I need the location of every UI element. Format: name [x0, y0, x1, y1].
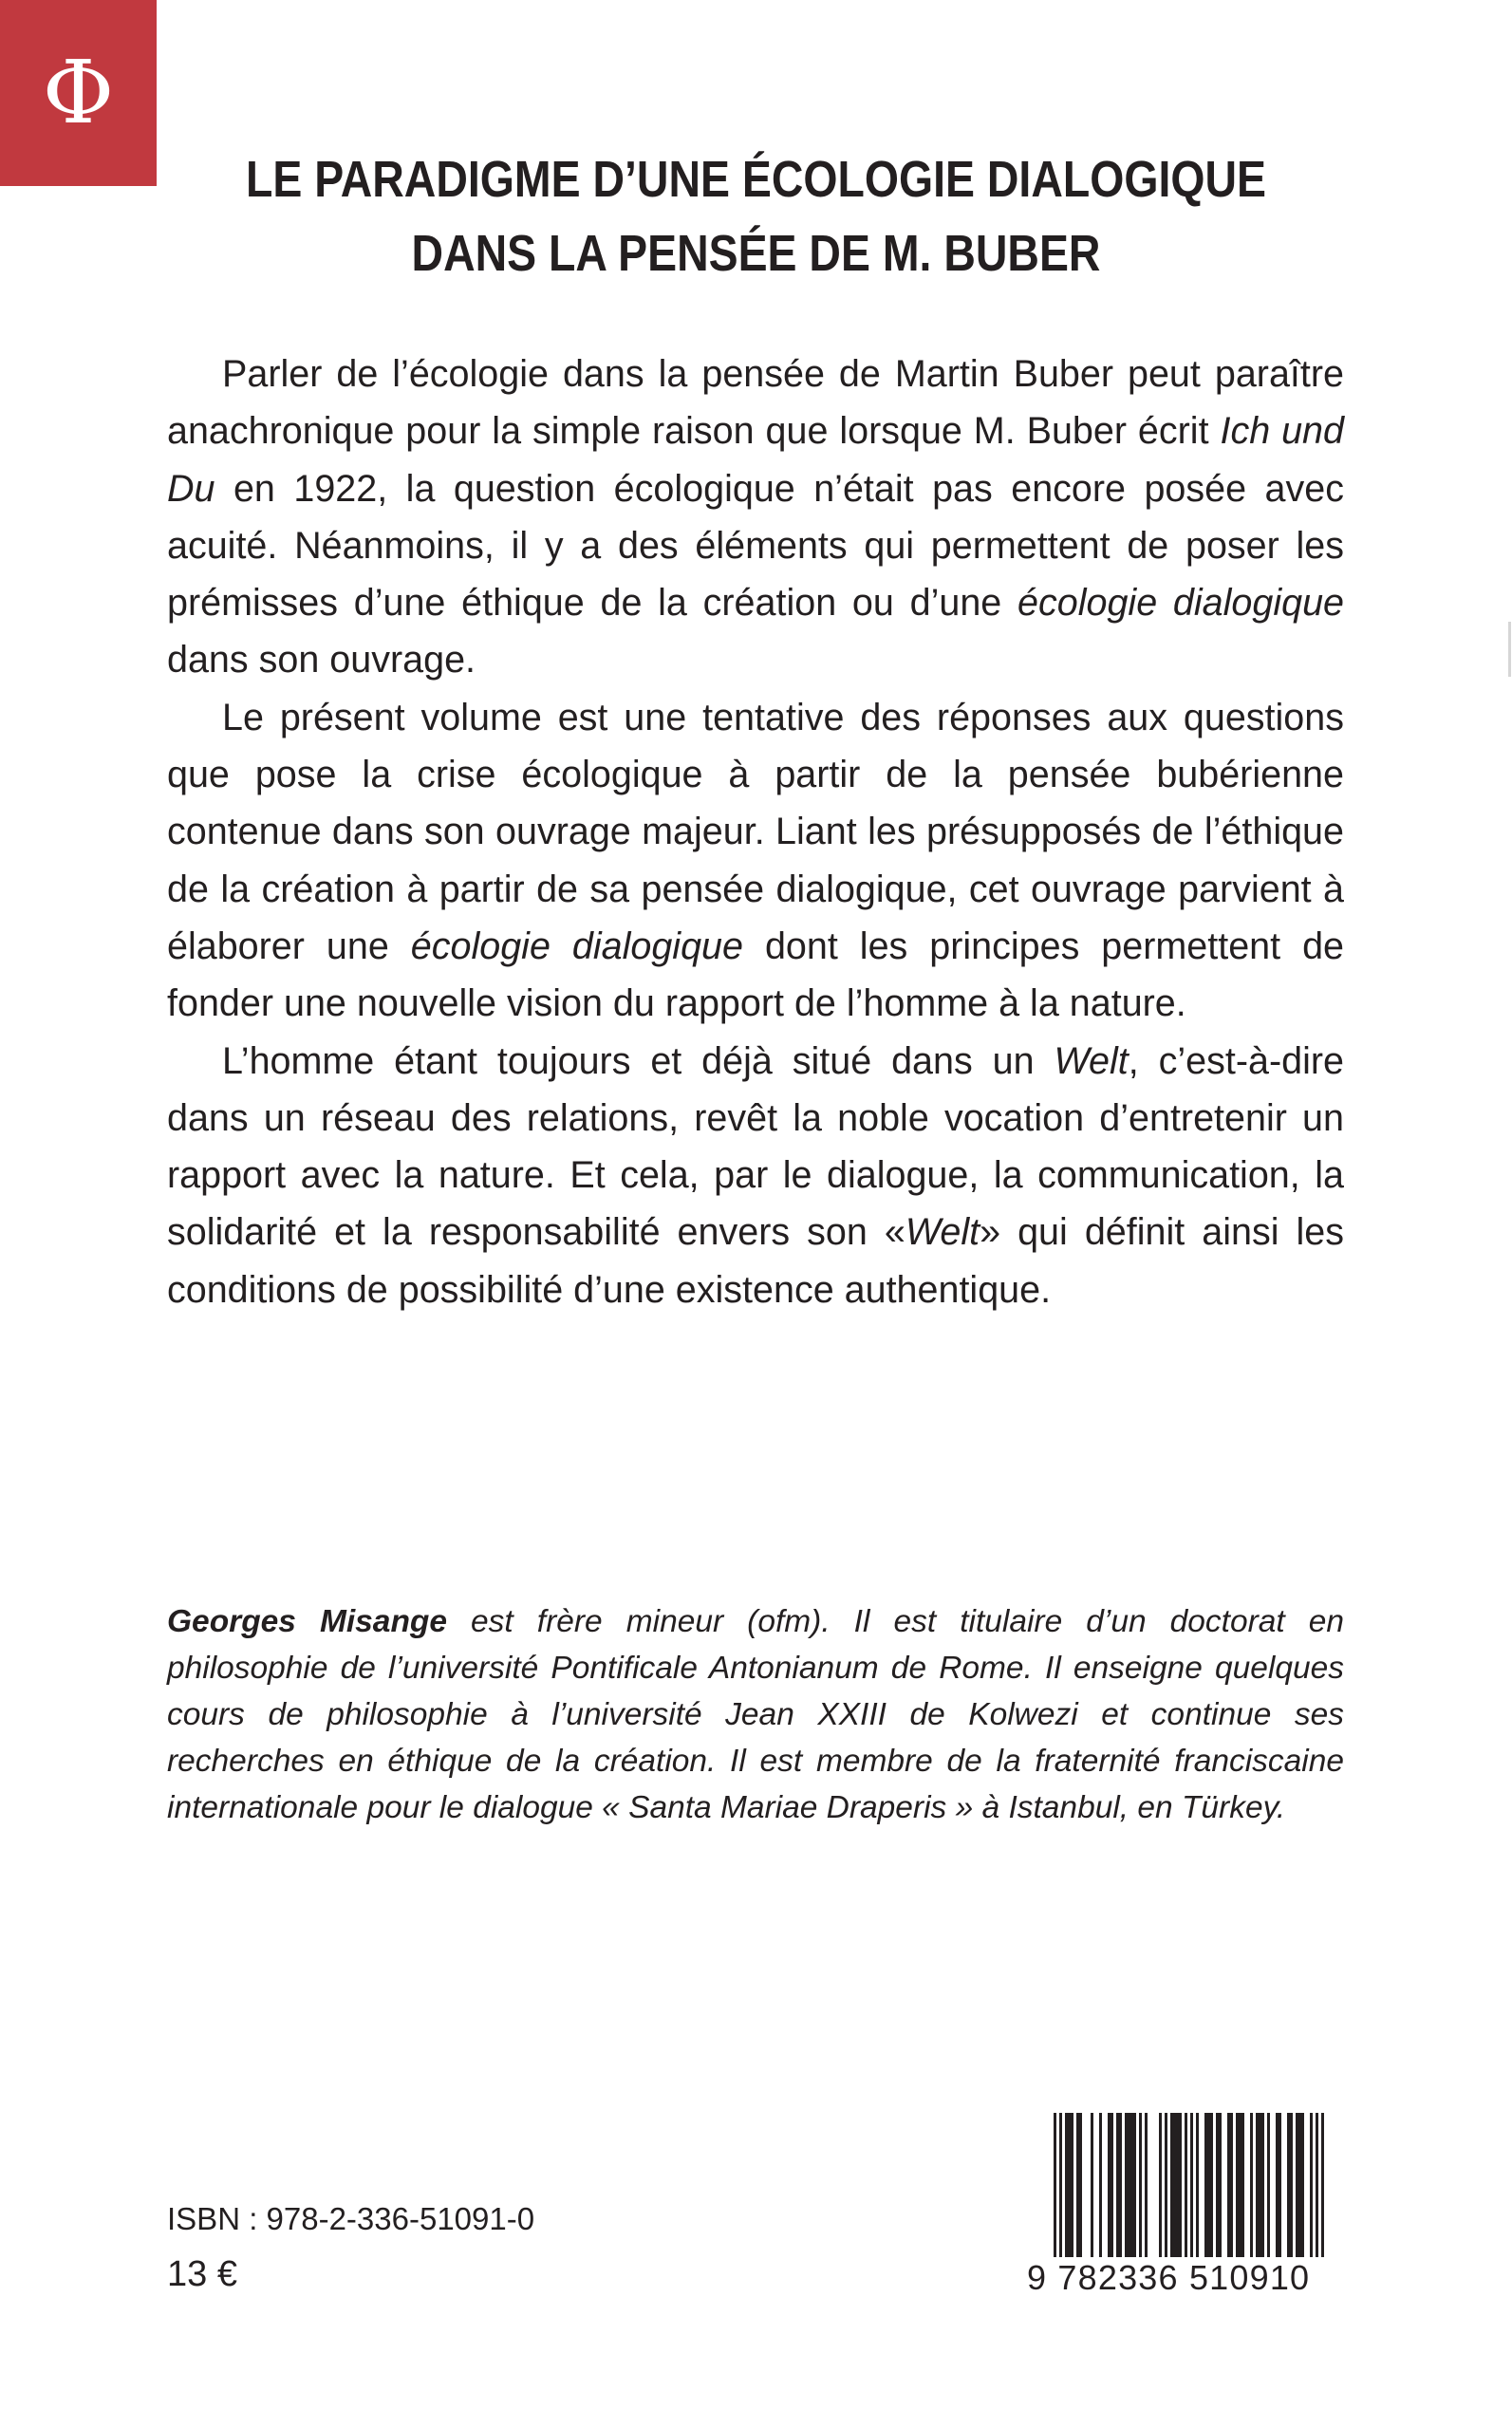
barcode-bar	[1261, 2113, 1264, 2257]
italic-run: Ich und Du	[167, 410, 1344, 510]
phi-icon: Φ	[42, 42, 115, 143]
barcode-bar	[1116, 2113, 1119, 2257]
barcode-bar	[1159, 2113, 1162, 2257]
barcode-bar	[1190, 2113, 1193, 2279]
text-run: Le présent volume est une tentative des réponses aux questions que pose la crise écologique à partir de la pensée bubérienne contenue dans son ouvrage majeur. Liant les présupposés de l’éthique de la création à partir de sa pensée dialogique, cet ouvrage parvient à élaborer une	[167, 696, 1344, 967]
barcode-bar	[1091, 2113, 1093, 2257]
barcode-bar	[1196, 2113, 1199, 2257]
barcode-bar	[1133, 2113, 1136, 2257]
text-run: L’homme étant toujours et déjà situé dans un	[222, 1039, 1055, 1082]
barcode-bar	[1250, 2113, 1253, 2257]
italic-run: Welt	[905, 1211, 980, 1254]
barcode-bar	[1125, 2113, 1128, 2257]
summary-text	[167, 345, 1344, 1318]
barcode-bar	[1071, 2113, 1073, 2257]
barcode-bar	[1108, 2113, 1111, 2257]
barcode-bar	[1296, 2113, 1298, 2257]
title-line-1: LE PARADIGME D’UNE ÉCOLOGIE DIALOGIQUE	[245, 151, 1267, 208]
text-run: » qui définit ainsi les conditions de possibilité d’une existence authentique.	[167, 1211, 1344, 1311]
book-title	[240, 142, 1271, 290]
barcode-bar	[1267, 2113, 1270, 2257]
author-name: Georges Misange	[167, 1604, 447, 1639]
barcode-bar	[1165, 2113, 1167, 2257]
barcode-bar	[1216, 2113, 1219, 2257]
publisher-logo	[0, 0, 157, 186]
barcode-bar	[1219, 2113, 1222, 2257]
isbn: ISBN : 978-2-336-51091-0	[167, 2201, 535, 2236]
barcode-bar	[1239, 2113, 1241, 2257]
barcode	[1027, 2113, 1350, 2303]
barcode-digits: 9 782336 510910	[1027, 2257, 1350, 2299]
barcode-bar	[1207, 2113, 1210, 2257]
barcode-bar	[1054, 2113, 1056, 2279]
barcode-bar	[1210, 2113, 1213, 2257]
text-run: dont les principes permettent de fonder une nouvelle vision du rapport de l’homme à la nature.	[167, 924, 1345, 1025]
barcode-bar	[1065, 2113, 1068, 2257]
barcode-bar	[1145, 2113, 1148, 2257]
author-bio-text: est frère mineur (ofm). Il est titulaire d’un doctorat en philosophie de l’université Pontificale Antonianum de Rome. Il enseigne quelques cours de philosophie à l’université Jean XXIII de Kolwezi et continue ses recherches en éthique de la création. Il est membre de la fraternité franciscaine internationale pour le dialogue « Santa Mariae Draperis » à Istanbul, en Türkey.	[167, 1604, 1344, 1825]
barcode-bar	[1139, 2113, 1142, 2257]
author-bio	[167, 1598, 1344, 1831]
text-run: , c’est-à-dire dans un réseau des relations, revêt la noble vocation d’entretenir un rapport avec la nature. Et cela, par le dialogue, la communication, la solidarité et la responsabilité envers son «	[167, 1039, 1344, 1254]
barcode-bar	[1230, 2113, 1233, 2257]
title-line-2: DANS LA PENSÉE DE M. BUBER	[411, 225, 1101, 282]
text-run: dans son ouvrage.	[167, 639, 476, 682]
barcode-bar	[1173, 2113, 1176, 2257]
barcode-bar	[1236, 2113, 1239, 2257]
summary-paragraph-3	[167, 1033, 1344, 1318]
barcode-bar	[1298, 2113, 1301, 2257]
summary-paragraph-1	[167, 345, 1344, 689]
barcode-bar	[1241, 2113, 1244, 2257]
barcode-bar	[1130, 2113, 1133, 2257]
barcode-bar	[1256, 2113, 1259, 2257]
barcode-bar	[1321, 2113, 1324, 2279]
barcode-bar	[1076, 2113, 1079, 2257]
italic-run: Welt	[1054, 1039, 1129, 1082]
barcode-bar	[1176, 2113, 1179, 2257]
barcode-bar	[1259, 2113, 1261, 2257]
barcode-bar	[1204, 2113, 1207, 2257]
barcode-bar	[1068, 2113, 1071, 2257]
barcode-bar	[1059, 2113, 1062, 2279]
barcode-bar	[1290, 2113, 1293, 2257]
barcode-bar	[1279, 2113, 1281, 2257]
barcode-bar	[1227, 2113, 1230, 2257]
barcode-bar	[1185, 2113, 1187, 2279]
barcode-bar	[1310, 2113, 1313, 2257]
trim-mark	[1508, 622, 1511, 677]
summary-paragraph-2	[167, 689, 1344, 1033]
barcode-bar	[1079, 2113, 1082, 2257]
barcode-bar	[1128, 2113, 1130, 2257]
price: 13 €	[167, 2254, 237, 2294]
barcode-bar	[1099, 2113, 1102, 2257]
barcode-bar	[1287, 2113, 1290, 2257]
barcode-bar	[1316, 2113, 1318, 2279]
barcode-bar	[1111, 2113, 1113, 2257]
italic-run: écologie dialogique	[1017, 582, 1345, 625]
barcode-bar	[1301, 2113, 1304, 2257]
barcode-bar	[1276, 2113, 1279, 2257]
barcode-bar	[1170, 2113, 1173, 2257]
barcode-bar	[1179, 2113, 1182, 2257]
italic-run: écologie dialogique	[410, 924, 743, 967]
barcode-bar	[1119, 2113, 1122, 2257]
text-run: en 1922, la question écologique n’était pas encore posée avec acuité. Néanmoins, il y a des éléments qui permettent de poser les prémisses d’une éthique de la création ou d’une	[167, 467, 1344, 625]
text-run: Parler de l’écologie dans la pensée de Martin Buber peut paraître anachronique pour la simple raison que lorsque M. Buber écrit	[167, 353, 1344, 453]
